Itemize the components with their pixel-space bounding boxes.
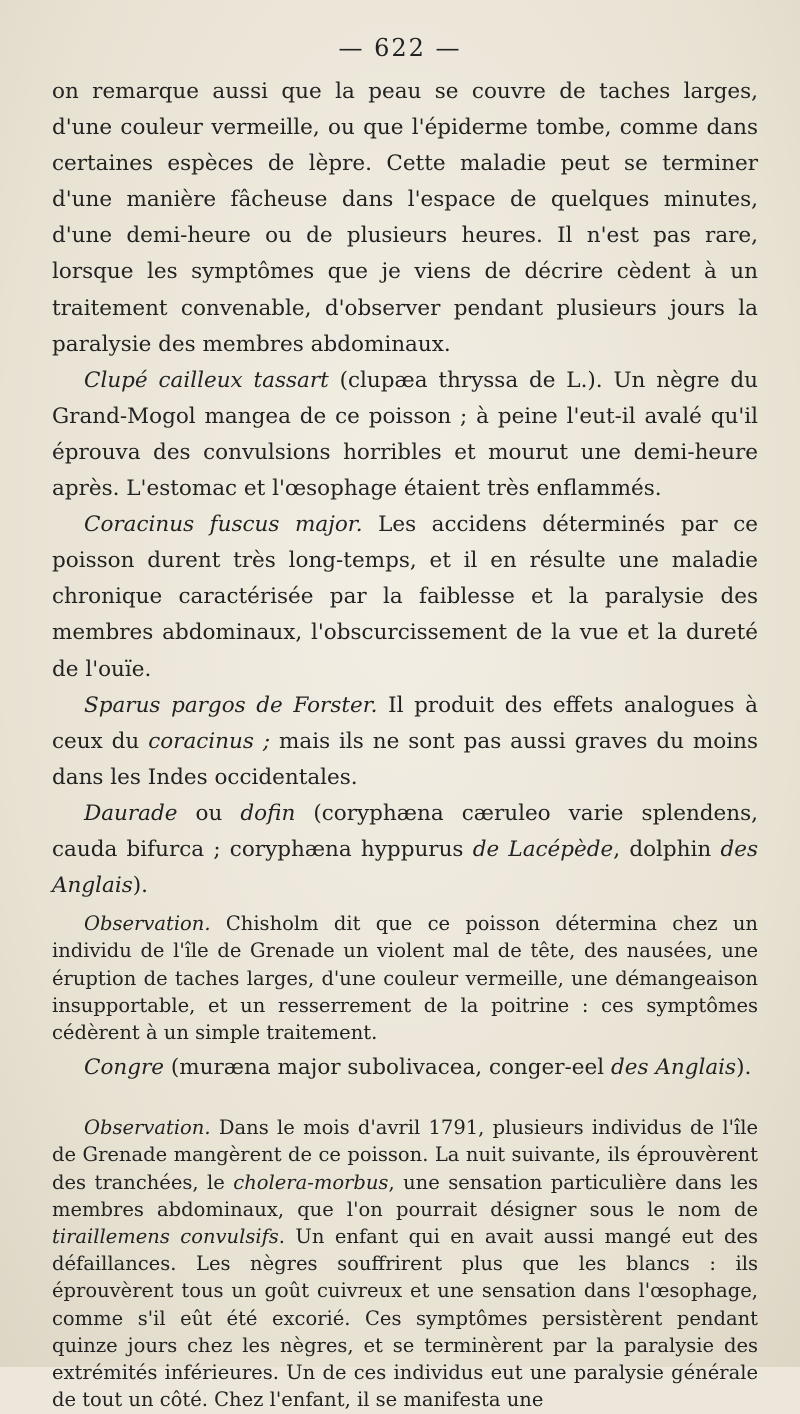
observation-label: Observation. [84, 912, 211, 936]
entry-text: (coryphæna cæruleo varie splendens, cauda bifurca ; coryphæna hyppurus [52, 800, 758, 862]
main-text [52, 74, 758, 904]
species-name: Sparus pargos de Forster. [84, 692, 378, 718]
entry-text: Les accidens déterminés par ce poisson durent très long-temps, et il en résulte une maladie chronique caractérisée par la faiblesse et la paralysie des membres abdominaux, l'obscurcissement de la vue et la dureté de l'ouïe. [52, 512, 758, 682]
medical-term: tiraillemens convulsifs [52, 1225, 279, 1249]
paragraph-continuation [52, 74, 758, 363]
entry-text: Il produit des effets analogues à ceux du [52, 692, 758, 754]
observation-text: Chisholm dit que ce poisson détermina chez un individu de l'île de Grenade un violent mal de tête, des nausées, une éruption de taches larges, d'une couleur vermeille, une démangeaison insupportable, et un resserrement de la poitrine : ces symptômes cédèrent à un simple traitement. [52, 912, 758, 1044]
medical-term: cholera-morbus [233, 1170, 389, 1194]
species-name: Clupé cailleux tassart [84, 367, 329, 393]
author-reference: des Anglais [52, 836, 759, 899]
observation-block [52, 1114, 758, 1413]
species-name: Congre [84, 1055, 165, 1081]
entry-coracinus [52, 507, 758, 687]
observation-paragraph [52, 910, 758, 1046]
entry-clupe [52, 363, 758, 507]
entry-text: (clupæa thryssa de L.). Un nègre du Grand-Mogol mangea de ce poisson ; à peine l'eut-il avalé qu'il éprouva des convulsions horribles et mourut une demi-heure après. L'estomac et l'œsophage étaient très enflammés. [52, 367, 759, 502]
entry-text: (muræna major subolivacea, conger-eel [164, 1055, 611, 1081]
observation-text: . Un enfant qui en avait aussi mangé eut des défaillances. Les nègres souffrirent plus que les blancs : ils éprouvèrent tous un goût cuivreux et une sensation dans l'œsophage, comme s'il eût été excorié. Ces symptômes persistèrent pendant quinze jours chez les nègres, et se terminèrent par la paralysie des extrémités inférieures. Un de ces individus eut une paralysie générale de tout un côté. Chez l'enfant, il se manifesta une [52, 1225, 758, 1412]
paragraph-text: on remarque aussi que la peau se couvre de taches larges, d'une couleur vermeille, ou que l'épiderme tombe, comme dans certaines espèces de lèpre. Cette maladie peut se terminer d'une manière fâcheuse dans l'espace de quelques minutes, d'une demi-heure ou de plusieurs heures. Il n'est pas rare, lorsque les symptômes que je viens de décrire cèdent à un traitement convenable, d'observer pendant plusieurs jours la paralysie des membres abdominaux. [52, 79, 758, 357]
entry-text: ). [736, 1055, 752, 1081]
author-reference: de Lacépède [472, 836, 614, 862]
entry-sparus [52, 688, 758, 796]
page-number: — 622 — [338, 34, 462, 62]
observation-text: , une sensation particulière dans les membres abdominaux, que l'on pourrait désigner sous le nom de [52, 1170, 759, 1221]
species-name: Daurade [84, 800, 178, 826]
entry-congre [52, 1050, 758, 1086]
entry-daurade [52, 796, 758, 904]
observation-label: Observation. [84, 1116, 211, 1140]
entry-text: ). [132, 873, 148, 899]
observation-paragraph [52, 1114, 758, 1413]
observation-text: Dans le mois d'avril 1791, plusieurs individus de l'île de Grenade mangèrent de ce poisson. La nuit suivante, ils éprouvèrent des tranchées, le [52, 1116, 758, 1194]
observation-block [52, 910, 758, 1046]
main-text [52, 1050, 758, 1086]
entry-text: mais ils ne sont pas aussi graves du moins dans les Indes occidentales. [52, 728, 758, 790]
species-reference: coracinus ; [148, 728, 271, 754]
entry-text: ou [177, 800, 241, 826]
species-alt-name: dofin [240, 800, 296, 826]
author-reference: des Anglais [610, 1055, 737, 1081]
species-name: Coracinus fuscus major. [84, 512, 363, 538]
entry-text: , dolphin [613, 836, 721, 862]
page-body [52, 74, 758, 1414]
